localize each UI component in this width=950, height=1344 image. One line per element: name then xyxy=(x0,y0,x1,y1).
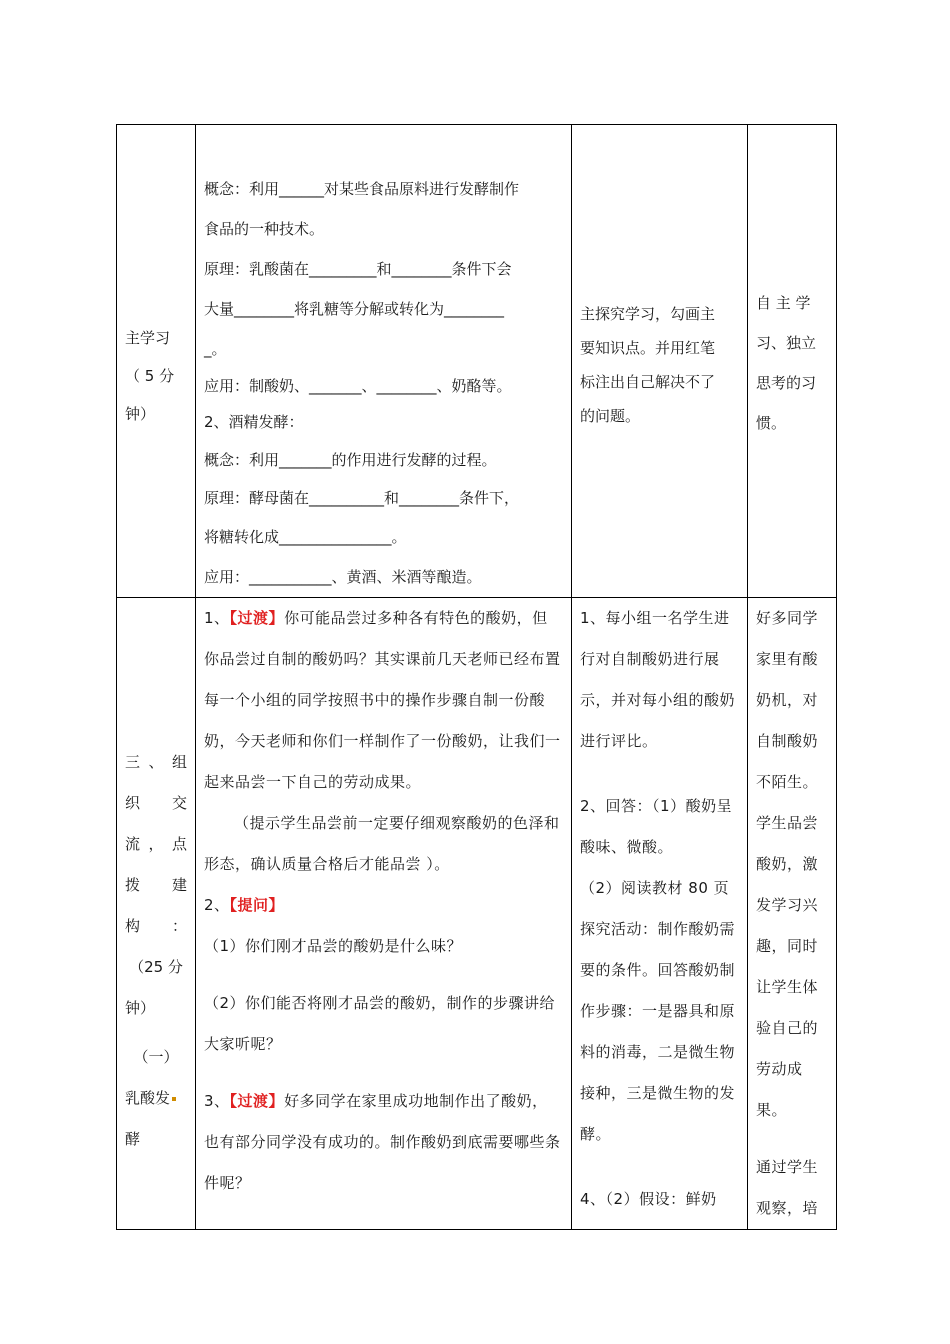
teacher-content-cell xyxy=(196,598,572,1230)
student-line: 要知识点。并用红笔 xyxy=(580,339,716,357)
paragraph xyxy=(204,885,563,926)
bullet-dot-icon xyxy=(172,1097,176,1101)
spacer xyxy=(204,1065,563,1081)
student-line: 的问题。 xyxy=(580,407,641,425)
table-row xyxy=(117,598,837,1230)
student-paragraph: 4、（2）假设：鲜奶 xyxy=(580,1190,717,1208)
stage-line: （25 分 xyxy=(129,958,183,976)
stage-line: 构 ： xyxy=(125,917,187,935)
student-activity-cell xyxy=(572,125,748,598)
intent-paragraph: 通过学生观察，培 xyxy=(756,1158,819,1217)
intent-paragraph: 好多同学家里有酸奶机，对自制酸奶不陌生。 xyxy=(756,609,819,791)
paragraph xyxy=(204,598,563,803)
student-line: 标注出自己解决不了 xyxy=(580,373,716,391)
content-line: 原理：乳酸菌在_________和________条件下会 xyxy=(204,260,512,278)
stage-line: 钟） xyxy=(125,999,156,1017)
stage-line: （一） xyxy=(133,1048,179,1066)
transition-tag: 【过渡】 xyxy=(229,609,285,627)
student-activity-cell xyxy=(572,598,748,1230)
question-line: （1）你们刚才品尝的酸奶是什么味？ xyxy=(204,937,463,955)
intent-line: 自 主 学 xyxy=(756,294,811,312)
intent-line: 思考的习 xyxy=(756,374,817,392)
content-line: 应用：制酸奶、_______、________、奶酪等。 xyxy=(204,377,512,395)
stage-line: 三 、 组 xyxy=(125,753,187,771)
student-paragraph: 2、回答：（1）酸奶呈酸味、微酸。 xyxy=(580,797,733,856)
design-intent-cell xyxy=(748,125,837,598)
stage-line xyxy=(125,1078,187,1119)
intent-paragraph: 学生品尝酸奶，激发学习兴趣，同时让学生体验自己的劳动成果。 xyxy=(756,814,819,1119)
intent-line: 习、独立 xyxy=(756,334,817,352)
stage-line: 流 ， 点 xyxy=(125,835,187,853)
stage-line-text: 乳酸发 xyxy=(125,1089,171,1107)
question-line: （2）你们能否将刚才品尝的酸奶，制作的步骤讲给大家听呢？ xyxy=(204,994,556,1053)
spacer xyxy=(756,1131,828,1147)
transition-tag: 【过渡】 xyxy=(229,1092,285,1110)
content-line: 原理：酵母菌在__________和________条件下， xyxy=(204,489,520,507)
student-paragraph: 1、每小组一名学生进行对自制酸奶进行展示，并对每小组的酸奶进行评比。 xyxy=(580,609,736,750)
spacer xyxy=(580,1155,739,1179)
stage-line: 织 交 xyxy=(125,794,187,812)
content-line: 大量________将乳糖等分解或转化为________ xyxy=(204,300,505,318)
paragraph-text: 你可能品尝过多种各有特色的酸奶，但你品尝过自制的酸奶吗？其实课前几天老师已经布置每一个小组的同学按照书中的操作步骤自制一份酸奶，今天老师和你们一样制作了一份酸奶，让我们一起来品尝一下自己的劳动成果。 xyxy=(204,609,561,791)
content-line: 食品的一种技术。 xyxy=(204,220,325,238)
student-line: 主探究学习，勾画主 xyxy=(580,305,716,323)
student-paragraph: （2）阅读教材 80 页探究活动：制作酸奶需要的条件。回答酸奶制作步骤：一是器具和原料的消毒，二是微生物接种，三是微生物的发酵。 xyxy=(580,879,736,1143)
paragraph: （提示学生品尝前一定要仔细观察酸奶的色泽和形态，确认质量合格后才能品尝 ）。 xyxy=(204,814,560,873)
paragraph xyxy=(204,1081,563,1204)
stage-line: 拨 建 xyxy=(125,876,187,894)
design-intent-cell xyxy=(748,598,837,1230)
spacer xyxy=(204,967,563,983)
content-line: _。 xyxy=(204,340,227,358)
item-number: 3、 xyxy=(204,1092,230,1110)
lesson-plan-table xyxy=(116,124,837,1230)
item-number: 1、 xyxy=(204,609,230,627)
content-line: 2、酒精发酵： xyxy=(204,413,304,431)
table-row xyxy=(117,125,837,598)
spacer xyxy=(580,762,739,786)
item-number: 2、 xyxy=(204,896,230,914)
question-tag: 【提问】 xyxy=(229,896,285,914)
content-line: 概念：利用______对某些食品原料进行发酵制作 xyxy=(204,180,520,198)
stage-line: 酵 xyxy=(125,1130,141,1148)
teacher-content-cell xyxy=(196,125,572,598)
stage-line: （ 5 分 xyxy=(125,367,175,385)
content-line: 概念：利用_______的作用进行发酵的过程。 xyxy=(204,451,497,469)
stage-cell xyxy=(117,598,196,1230)
stage-line: 主学习 xyxy=(125,329,171,347)
content-line: 应用：___________、黄酒、米酒等酿造。 xyxy=(204,568,482,586)
paragraph-text: 好多同学在家里成功地制作出了酸奶，也有部分同学没有成功的。制作酸奶到底需要哪些条件呢？ xyxy=(204,1092,561,1192)
content-line: 将糖转化成_______________。 xyxy=(204,528,407,546)
stage-cell xyxy=(117,125,196,598)
intent-line: 惯。 xyxy=(756,414,787,432)
stage-line: 钟） xyxy=(125,405,156,423)
